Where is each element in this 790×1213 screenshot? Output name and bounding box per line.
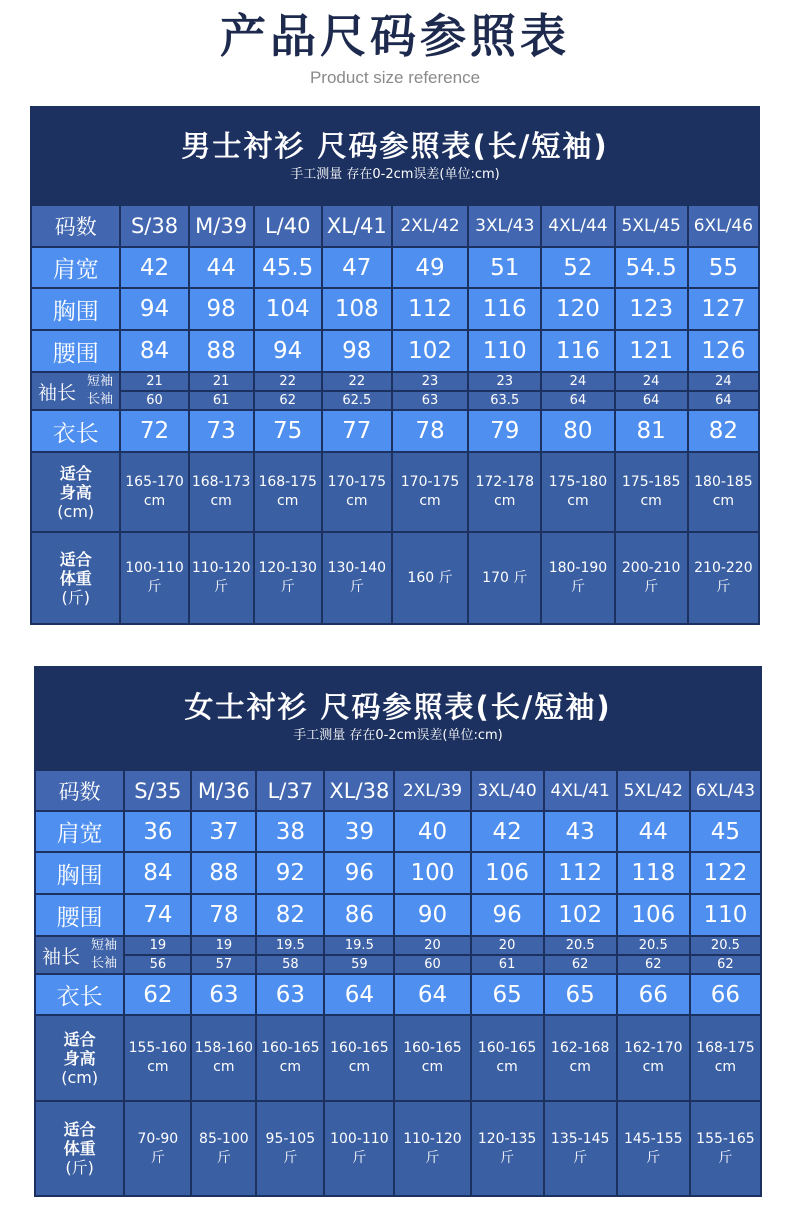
chest-value: 88: [192, 853, 255, 893]
row-label-sleeve: [36, 937, 123, 973]
weight-range: 200-210: [621, 560, 681, 576]
shoulder-value: 42: [472, 812, 543, 851]
weight-range: 170 斤: [482, 569, 528, 586]
short-sleeve-value: 21: [121, 373, 187, 390]
waist-value: 74: [125, 895, 190, 935]
short-sleeve-value: 21: [190, 373, 253, 390]
height-value: [257, 1016, 323, 1100]
length-value: 79: [469, 411, 540, 451]
weight-unit-suffix: 斤: [214, 579, 229, 595]
chest-value: 84: [125, 853, 190, 893]
height-range: 160-165: [261, 1040, 320, 1056]
shoulder-value: 47: [323, 248, 391, 287]
height-unit: (cm): [61, 1067, 99, 1087]
length-value: 82: [689, 411, 758, 451]
size-header: M/39: [190, 206, 253, 246]
size-header: L/40: [255, 206, 321, 246]
height-value: [616, 453, 687, 531]
row-label-size: 码数: [32, 206, 119, 246]
length-value: 66: [618, 975, 689, 1014]
weight-range: 145-155: [624, 1130, 683, 1147]
short-sleeve-value: 20.5: [691, 937, 760, 954]
long-sleeve-value: 61: [190, 392, 253, 409]
shoulder-value: 49: [393, 248, 467, 287]
size-header: 2XL/39: [395, 771, 469, 810]
weight-value: [618, 1102, 689, 1195]
weight-value: [689, 533, 758, 623]
height-range: 168-175: [258, 474, 317, 490]
long-sleeve-value: 63: [393, 392, 467, 409]
long-sleeve-value: 62: [691, 956, 760, 973]
weight-label-line: 体重: [59, 568, 92, 588]
waist-value: 88: [190, 331, 253, 371]
sleeve-sublabels: [82, 373, 118, 409]
waist-value: 110: [469, 331, 540, 371]
long-sleeve-value: 57: [192, 956, 255, 973]
shoulder-value: 43: [545, 812, 616, 851]
size-header: 6XL/46: [689, 206, 758, 246]
height-value: [689, 453, 758, 531]
weight-value: [395, 1102, 469, 1195]
row-label-sleeve: [32, 373, 119, 409]
short-sleeve-value: 19.5: [257, 937, 323, 954]
chest-value: 118: [618, 853, 689, 893]
long-sleeve-value: 64: [689, 392, 758, 409]
size-grid: [30, 204, 760, 625]
height-value: [542, 453, 613, 531]
size-header: 4XL/44: [542, 206, 613, 246]
mens-size-table: [30, 106, 760, 625]
shoulder-value: 36: [125, 812, 190, 851]
long-sleeve-value: 64: [542, 392, 613, 409]
table-title: 男士衬衫 尺码参照表(长/短袖): [181, 129, 609, 163]
row-label-chest: 胸围: [32, 289, 119, 329]
weight-unit-suffix: 斤: [570, 579, 585, 595]
height-unit-suffix: cm: [569, 1059, 591, 1075]
short-sleeve-value: 19.5: [325, 937, 393, 954]
weight-label-line: 适合: [63, 1120, 96, 1139]
length-value: 65: [472, 975, 543, 1014]
row-label-weight: [32, 533, 119, 623]
table-title: 女士衬衫 尺码参照表(长/短袖): [184, 690, 612, 724]
height-unit-suffix: cm: [642, 1059, 664, 1075]
height-range: 180-185: [694, 474, 753, 490]
length-value: 77: [323, 411, 391, 451]
weight-value: [255, 533, 321, 623]
height-value: [125, 1016, 190, 1100]
weight-range: 100-110: [125, 560, 184, 576]
weight-unit-suffix: 斤: [500, 1149, 515, 1166]
shoulder-value: 54.5: [616, 248, 687, 287]
short-sleeve-value: 20: [395, 937, 469, 954]
long-sleeve-value: 58: [257, 956, 323, 973]
height-unit-suffix: cm: [348, 1059, 371, 1075]
page-title: 产品尺码参照表: [220, 9, 570, 63]
short-sleeve-value: 22: [255, 373, 321, 390]
height-value: [545, 1016, 616, 1100]
size-header: M/36: [192, 771, 255, 810]
height-value: [121, 453, 187, 531]
row-label-height: [36, 1016, 123, 1100]
size-header: 5XL/45: [616, 206, 687, 246]
height-unit-suffix: cm: [714, 1059, 737, 1075]
height-range: 155-160: [128, 1040, 188, 1056]
waist-value: 84: [121, 331, 187, 371]
height-value: [192, 1016, 255, 1100]
sleeve-label: 袖长: [37, 381, 76, 404]
length-value: 66: [691, 975, 760, 1014]
height-range: 160-165: [330, 1040, 389, 1056]
weight-unit-suffix: 斤: [283, 1149, 298, 1166]
chest-value: 98: [190, 289, 253, 329]
short-sleeve-value: 20: [472, 937, 543, 954]
row-label-shoulder: 肩宽: [32, 248, 119, 287]
height-range: 160-165: [477, 1040, 537, 1056]
length-value: 75: [255, 411, 321, 451]
row-label-length: 衣长: [36, 975, 123, 1014]
shoulder-value: 45.5: [255, 248, 321, 287]
waist-value: 110: [691, 895, 760, 935]
height-range: 168-173: [191, 474, 251, 490]
chest-value: 108: [323, 289, 391, 329]
long-sleeve-value: 61: [472, 956, 543, 973]
height-unit-suffix: cm: [277, 493, 299, 509]
length-value: 81: [616, 411, 687, 451]
shoulder-value: 55: [689, 248, 758, 287]
height-value: [472, 1016, 543, 1100]
long-sleeve-value: 62: [545, 956, 616, 973]
short-sleeve-label: 短袖: [86, 374, 113, 389]
row-label-waist: 腰围: [36, 895, 123, 935]
length-value: 62: [125, 975, 190, 1014]
weight-range: 120-135: [477, 1130, 537, 1147]
length-value: 78: [393, 411, 467, 451]
waist-value: 102: [393, 331, 467, 371]
height-unit-suffix: cm: [213, 1059, 235, 1075]
weight-unit: (斤): [65, 1158, 94, 1177]
chest-value: 112: [393, 289, 467, 329]
weight-range: 130-140: [327, 560, 387, 576]
weight-unit-suffix: 斤: [352, 1149, 367, 1166]
long-sleeve-value: 60: [395, 956, 469, 973]
row-label-size: 码数: [36, 771, 123, 810]
height-label-line: 身高: [63, 1048, 96, 1068]
height-range: 172-178: [475, 474, 534, 490]
height-unit: (cm): [57, 501, 95, 521]
size-header: 6XL/43: [691, 771, 760, 810]
height-range: 158-160: [194, 1040, 254, 1056]
weight-range: 110-120: [403, 1130, 462, 1147]
height-unit-suffix: cm: [640, 493, 662, 509]
sleeve-sublabels: [86, 937, 122, 973]
size-header: 3XL/40: [472, 771, 543, 810]
weight-value: [472, 1102, 543, 1195]
length-value: 72: [121, 411, 187, 451]
long-sleeve-value: 63.5: [469, 392, 540, 409]
weight-unit-suffix: 斤: [349, 579, 364, 595]
height-range: 162-168: [550, 1040, 610, 1056]
chest-value: 123: [616, 289, 687, 329]
short-sleeve-value: 19: [192, 937, 255, 954]
waist-value: 106: [618, 895, 689, 935]
chest-value: 120: [542, 289, 613, 329]
height-value: [190, 453, 253, 531]
long-sleeve-value: 64: [616, 392, 687, 409]
height-value: [325, 1016, 393, 1100]
short-sleeve-value: 24: [542, 373, 613, 390]
womens-size-table: [34, 666, 762, 1197]
shoulder-value: 40: [395, 812, 469, 851]
height-unit-suffix: cm: [210, 493, 232, 509]
length-value: 64: [395, 975, 469, 1014]
height-range: 175-180: [548, 474, 608, 490]
height-label-line: 身高: [59, 482, 92, 502]
short-sleeve-value: 20.5: [618, 937, 689, 954]
sleeve-label: 袖长: [41, 945, 80, 968]
height-range: 168-175: [696, 1040, 755, 1056]
height-value: [469, 453, 540, 531]
weight-value: [325, 1102, 393, 1195]
long-sleeve-value: 56: [125, 956, 190, 973]
row-label-shoulder: 肩宽: [36, 812, 123, 851]
long-sleeve-label: 长袖: [90, 956, 117, 971]
waist-value: 102: [545, 895, 616, 935]
table-note: 手工测量 存在0-2cm误差(单位:cm): [290, 167, 500, 182]
height-range: 170-175: [327, 474, 387, 490]
long-sleeve-value: 59: [325, 956, 393, 973]
weight-range: 155-165: [696, 1130, 755, 1147]
short-sleeve-value: 23: [393, 373, 467, 390]
shoulder-value: 42: [121, 248, 187, 287]
height-unit-suffix: cm: [346, 493, 368, 509]
waist-value: 94: [255, 331, 321, 371]
size-header: 3XL/43: [469, 206, 540, 246]
short-sleeve-value: 24: [689, 373, 758, 390]
weight-range: 135-145: [550, 1130, 610, 1147]
short-sleeve-value: 22: [323, 373, 391, 390]
size-header: XL/38: [325, 771, 393, 810]
weight-value: [393, 533, 467, 623]
height-label-line: 适合: [59, 463, 92, 483]
row-label-length: 衣长: [32, 411, 119, 451]
size-header: L/37: [257, 771, 323, 810]
weight-unit-suffix: 斤: [718, 1149, 733, 1166]
row-label-chest: 胸围: [36, 853, 123, 893]
height-value: [618, 1016, 689, 1100]
weight-label-line: 适合: [59, 549, 92, 569]
weight-unit-suffix: 斤: [280, 579, 295, 595]
long-sleeve-value: 60: [121, 392, 187, 409]
chest-value: 112: [545, 853, 616, 893]
chest-value: 122: [691, 853, 760, 893]
weight-value: [323, 533, 391, 623]
size-header: 2XL/42: [393, 206, 467, 246]
weight-value: [257, 1102, 323, 1195]
height-unit-suffix: cm: [496, 1059, 518, 1075]
row-label-height: [32, 453, 119, 531]
shoulder-value: 44: [190, 248, 253, 287]
waist-value: 78: [192, 895, 255, 935]
waist-value: 126: [689, 331, 758, 371]
height-range: 165-170: [125, 474, 184, 490]
weight-unit-suffix: 斤: [147, 579, 162, 595]
weight-value: [545, 1102, 616, 1195]
height-value: [691, 1016, 760, 1100]
short-sleeve-value: 19: [125, 937, 190, 954]
shoulder-value: 51: [469, 248, 540, 287]
weight-range: 100-110: [330, 1130, 389, 1147]
waist-value: 121: [616, 331, 687, 371]
weight-unit-suffix: 斤: [716, 579, 731, 595]
shoulder-value: 39: [325, 812, 393, 851]
height-range: 160-165: [403, 1040, 462, 1056]
weight-value: [469, 533, 540, 623]
waist-value: 116: [542, 331, 613, 371]
short-sleeve-label: 短袖: [90, 938, 117, 953]
shoulder-value: 37: [192, 812, 255, 851]
shoulder-value: 52: [542, 248, 613, 287]
page-subtitle: Product size reference: [309, 68, 481, 87]
length-value: 73: [190, 411, 253, 451]
weight-unit-suffix: 斤: [150, 1149, 165, 1166]
height-unit-suffix: cm: [567, 493, 589, 509]
waist-value: 96: [472, 895, 543, 935]
chest-value: 92: [257, 853, 323, 893]
height-unit-suffix: cm: [421, 1059, 444, 1075]
weight-range: 110-120: [191, 560, 251, 576]
long-sleeve-value: 62: [618, 956, 689, 973]
weight-unit-suffix: 斤: [425, 1149, 440, 1166]
weight-range: 120-130: [258, 560, 317, 576]
height-value: [395, 1016, 469, 1100]
weight-value: [616, 533, 687, 623]
shoulder-value: 45: [691, 812, 760, 851]
short-sleeve-value: 23: [469, 373, 540, 390]
chest-value: 96: [325, 853, 393, 893]
chest-value: 104: [255, 289, 321, 329]
height-unit-suffix: cm: [419, 493, 441, 509]
size-header: 5XL/42: [618, 771, 689, 810]
weight-unit: (斤): [61, 587, 90, 607]
waist-value: 82: [257, 895, 323, 935]
height-unit-suffix: cm: [147, 1059, 169, 1075]
length-value: 80: [542, 411, 613, 451]
weight-unit-suffix: 斤: [216, 1149, 231, 1166]
weight-unit-suffix: 斤: [644, 579, 659, 595]
weight-range: 70-90: [137, 1130, 179, 1147]
height-label-line: 适合: [63, 1029, 96, 1049]
length-value: 64: [325, 975, 393, 1014]
short-sleeve-value: 24: [616, 373, 687, 390]
waist-value: 86: [325, 895, 393, 935]
waist-value: 98: [323, 331, 391, 371]
long-sleeve-value: 62: [255, 392, 321, 409]
chest-value: 127: [689, 289, 758, 329]
length-value: 63: [257, 975, 323, 1014]
height-range: 175-185: [621, 474, 681, 490]
height-value: [255, 453, 321, 531]
length-value: 63: [192, 975, 255, 1014]
weight-unit-suffix: 斤: [646, 1149, 661, 1166]
height-unit-suffix: cm: [712, 493, 735, 509]
size-header: S/38: [121, 206, 187, 246]
long-sleeve-label: 长袖: [86, 392, 113, 407]
height-value: [323, 453, 391, 531]
chest-value: 106: [472, 853, 543, 893]
table-note: 手工测量 存在0-2cm误差(单位:cm): [293, 728, 503, 743]
chest-value: 116: [469, 289, 540, 329]
weight-unit-suffix: 斤: [573, 1149, 588, 1166]
short-sleeve-value: 20.5: [545, 937, 616, 954]
height-unit-suffix: cm: [279, 1059, 301, 1075]
row-label-weight: [36, 1102, 123, 1195]
shoulder-value: 44: [618, 812, 689, 851]
height-value: [393, 453, 467, 531]
weight-label-line: 体重: [63, 1139, 96, 1158]
weight-range: 210-220: [694, 560, 753, 576]
chest-value: 94: [121, 289, 187, 329]
size-header: S/35: [125, 771, 190, 810]
size-header: 4XL/41: [545, 771, 616, 810]
chest-value: 100: [395, 853, 469, 893]
weight-range: 160 斤: [407, 569, 453, 586]
size-header: XL/41: [323, 206, 391, 246]
length-value: 65: [545, 975, 616, 1014]
weight-value: [125, 1102, 190, 1195]
weight-value: [190, 533, 253, 623]
shoulder-value: 38: [257, 812, 323, 851]
height-unit-suffix: cm: [143, 493, 166, 509]
row-label-waist: 腰围: [32, 331, 119, 371]
weight-range: 180-190: [548, 560, 608, 576]
weight-range: 95-105: [265, 1130, 316, 1147]
weight-value: [121, 533, 187, 623]
weight-value: [192, 1102, 255, 1195]
weight-range: 85-100: [199, 1130, 249, 1147]
height-range: 170-175: [400, 474, 460, 490]
height-range: 162-170: [624, 1040, 683, 1056]
weight-value: [691, 1102, 760, 1195]
long-sleeve-value: 62.5: [323, 392, 391, 409]
weight-value: [542, 533, 613, 623]
height-unit-suffix: cm: [494, 493, 516, 509]
size-grid: [34, 769, 762, 1197]
waist-value: 90: [395, 895, 469, 935]
